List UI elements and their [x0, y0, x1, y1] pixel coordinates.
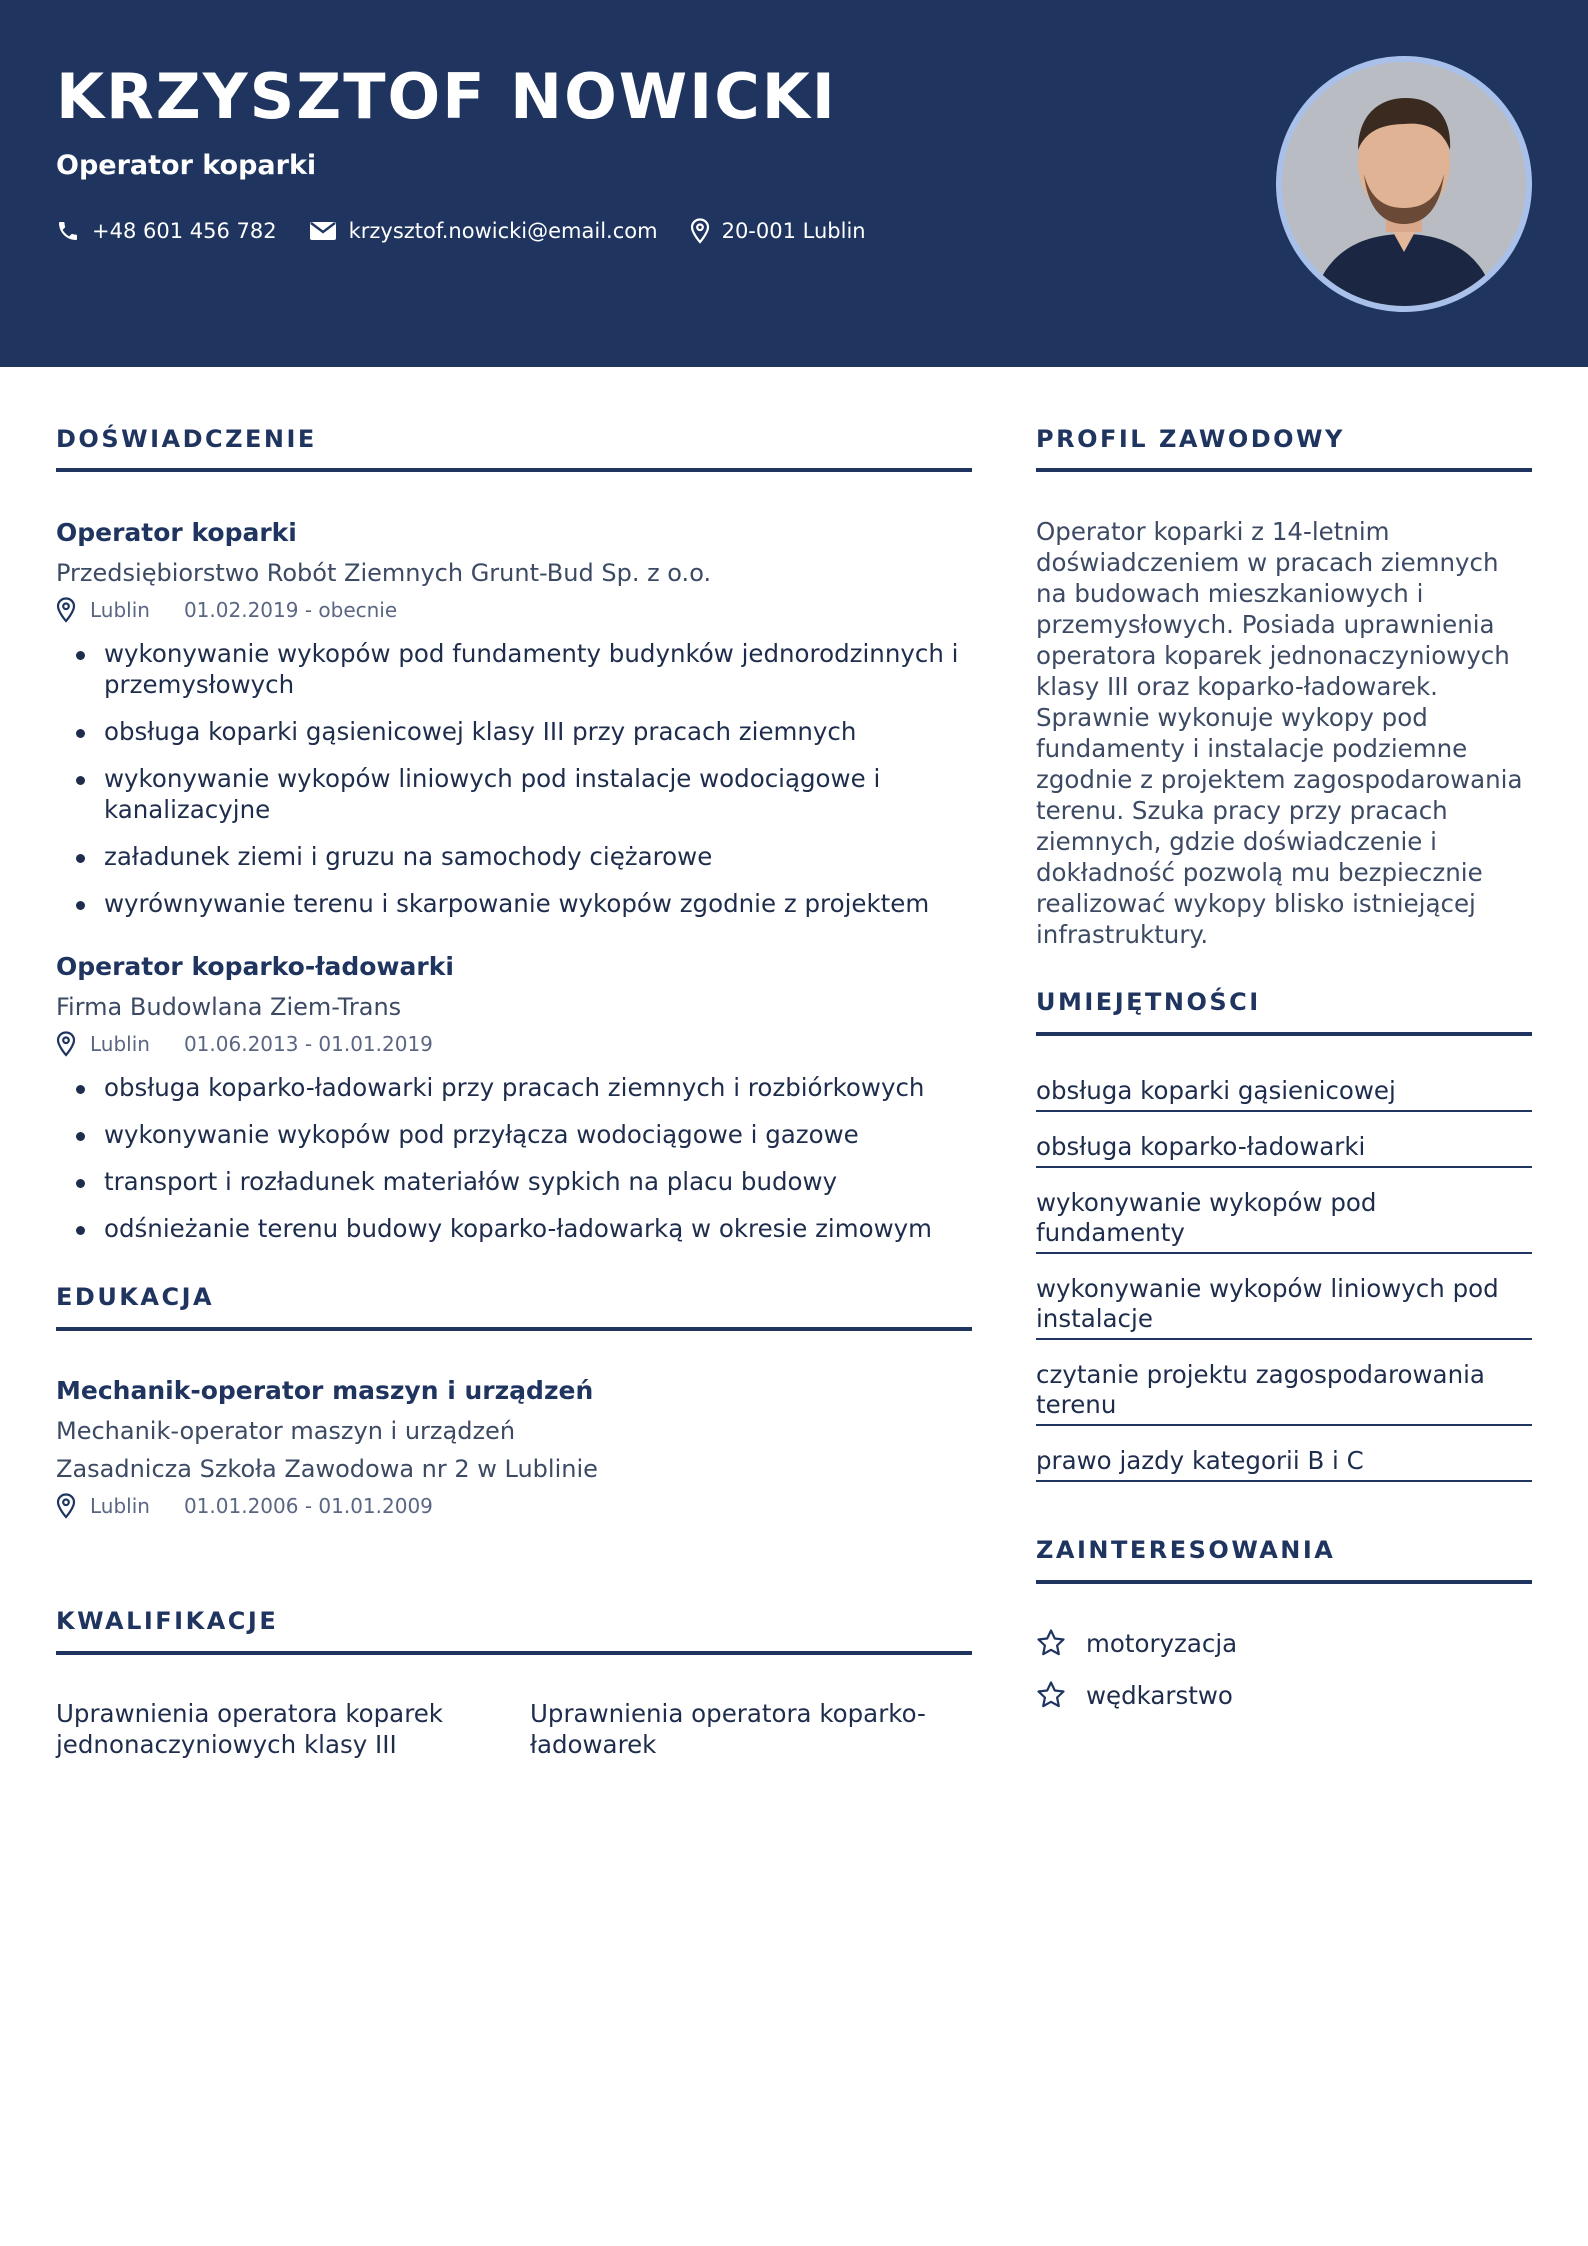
job-title: Operator koparko-ładowarki: [56, 952, 454, 981]
location-pin-icon: [56, 1493, 76, 1519]
education-dates: 01.01.2006 - 01.01.2009: [183, 1494, 433, 1518]
contact-phone: [56, 219, 277, 243]
skill-item: wykonywanie wykopów pod fundamenty: [1036, 1188, 1532, 1254]
location-pin-icon: [56, 1031, 76, 1057]
list-item: obsługa koparki gąsienicowej klasy III przy pracach ziemnych: [76, 716, 976, 747]
location-pin-icon: [690, 218, 710, 244]
phone-number: +48 601 456 782: [92, 219, 277, 243]
profile-photo: [1276, 56, 1532, 312]
interest-label: wędkarstwo: [1086, 1680, 1233, 1710]
contact-row: [56, 218, 898, 244]
interest-item: [1036, 1680, 1233, 1710]
list-item: wyrównywanie terenu i skarpowanie wykopów zgodnie z projektem: [76, 888, 976, 919]
address: 20-001 Lublin: [721, 219, 866, 243]
phone-icon: [56, 219, 80, 243]
skills-heading: UMIEJĘTNOŚCI: [1036, 988, 1261, 1016]
list-item: wykonywanie wykopów liniowych pod instalacje wodociągowe i kanalizacyjne: [76, 763, 976, 825]
job-meta: [56, 597, 397, 623]
field-of-study: Mechanik-operator maszyn i urządzeń: [56, 1417, 516, 1445]
skills-list: [1036, 1076, 1532, 1502]
interests-divider: [1036, 1580, 1532, 1584]
contact-address: [690, 218, 866, 244]
list-item: wykonywanie wykopów pod fundamenty budynków jednorodzinnych i przemysłowych: [76, 638, 976, 700]
skill-item: obsługa koparki gąsienicowej: [1036, 1076, 1532, 1112]
contact-email: [309, 219, 658, 243]
school-name: Zasadnicza Szkoła Zawodowa nr 2 w Lublinie: [56, 1455, 598, 1483]
job-location: Lublin: [90, 598, 150, 622]
skills-divider: [1036, 1032, 1532, 1036]
candidate-name: KRZYSZTOF NOWICKI: [56, 60, 837, 133]
profile-divider: [1036, 468, 1532, 472]
email-address: krzysztof.nowicki@email.com: [348, 219, 658, 243]
envelope-icon: [309, 220, 337, 242]
header-banner: [0, 0, 1588, 367]
job-title: Operator koparki: [56, 518, 297, 547]
job-duties-list: [76, 638, 976, 935]
list-item: załadunek ziemi i gruzu na samochody ciężarowe: [76, 841, 976, 872]
job-dates: 01.06.2013 - 01.01.2019: [183, 1032, 433, 1056]
interests-heading: ZAINTERESOWANIA: [1036, 1536, 1336, 1564]
list-item: wykonywanie wykopów pod przyłącza wodociągowe i gazowe: [76, 1119, 976, 1150]
degree-title: Mechanik-operator maszyn i urządzeń: [56, 1376, 594, 1405]
skill-item: obsługa koparko-ładowarki: [1036, 1132, 1532, 1168]
location-pin-icon: [56, 597, 76, 623]
candidate-role: Operator koparki: [56, 150, 317, 181]
experience-heading: DOŚWIADCZENIE: [56, 425, 317, 453]
job-meta: [56, 1031, 433, 1057]
company-name: Przedsiębiorstwo Robót Ziemnych Grunt-Bud Sp. z o.o.: [56, 559, 712, 587]
qualifications-divider: [56, 1651, 972, 1655]
qualification-item: Uprawnienia operatora koparek jednonaczyniowych klasy III: [56, 1699, 443, 1759]
qualifications-heading: KWALIFIKACJE: [56, 1607, 279, 1635]
interest-label: motoryzacja: [1086, 1628, 1238, 1658]
job-duties-list: [76, 1072, 976, 1260]
list-item: odśnieżanie terenu budowy koparko-ładowarką w okresie zimowym: [76, 1213, 976, 1244]
interest-item: [1036, 1628, 1237, 1658]
qualification-item: Uprawnienia operatora koparko-ładowarek: [530, 1699, 926, 1759]
education-meta: [56, 1493, 433, 1519]
job-dates: 01.02.2019 - obecnie: [183, 598, 398, 622]
skill-item: wykonywanie wykopów liniowych pod instalacje: [1036, 1274, 1532, 1340]
profile-heading: PROFIL ZAWODOWY: [1036, 425, 1345, 453]
list-item: obsługa koparko-ładowarki przy pracach ziemnych i rozbiórkowych: [76, 1072, 976, 1103]
company-name: Firma Budowlana Ziem-Trans: [56, 993, 402, 1021]
skill-item: prawo jazdy kategorii B i C: [1036, 1446, 1532, 1482]
star-icon: [1036, 1680, 1066, 1710]
star-icon: [1036, 1628, 1066, 1658]
education-heading: EDUKACJA: [56, 1283, 215, 1311]
education-divider: [56, 1327, 972, 1331]
education-location: Lublin: [90, 1494, 150, 1518]
list-item: transport i rozładunek materiałów sypkich na placu budowy: [76, 1166, 976, 1197]
job-location: Lublin: [90, 1032, 150, 1056]
portrait-illustration: [1282, 62, 1526, 306]
experience-divider: [56, 468, 972, 472]
skill-item: czytanie projektu zagospodarowania terenu: [1036, 1360, 1532, 1426]
profile-summary: Operator koparki z 14-letnim doświadczeniem w pracach ziemnych na budowach mieszkaniowych i przemysłowych. Posiada uprawnienia operatora koparek jednonaczyniowych klasy III oraz koparko-ładowarek. Sprawnie wykonuje wykopy pod fundamenty i instalacje podziemne zgodnie z projektem zagospodarowania terenu. Szuka pracy przy pracach ziemnych, gdzie doświadczenie i dokładność pozwolą mu bezpiecznie realizować wykopy blisko istniejącej infrastruktury.: [1036, 517, 1523, 949]
